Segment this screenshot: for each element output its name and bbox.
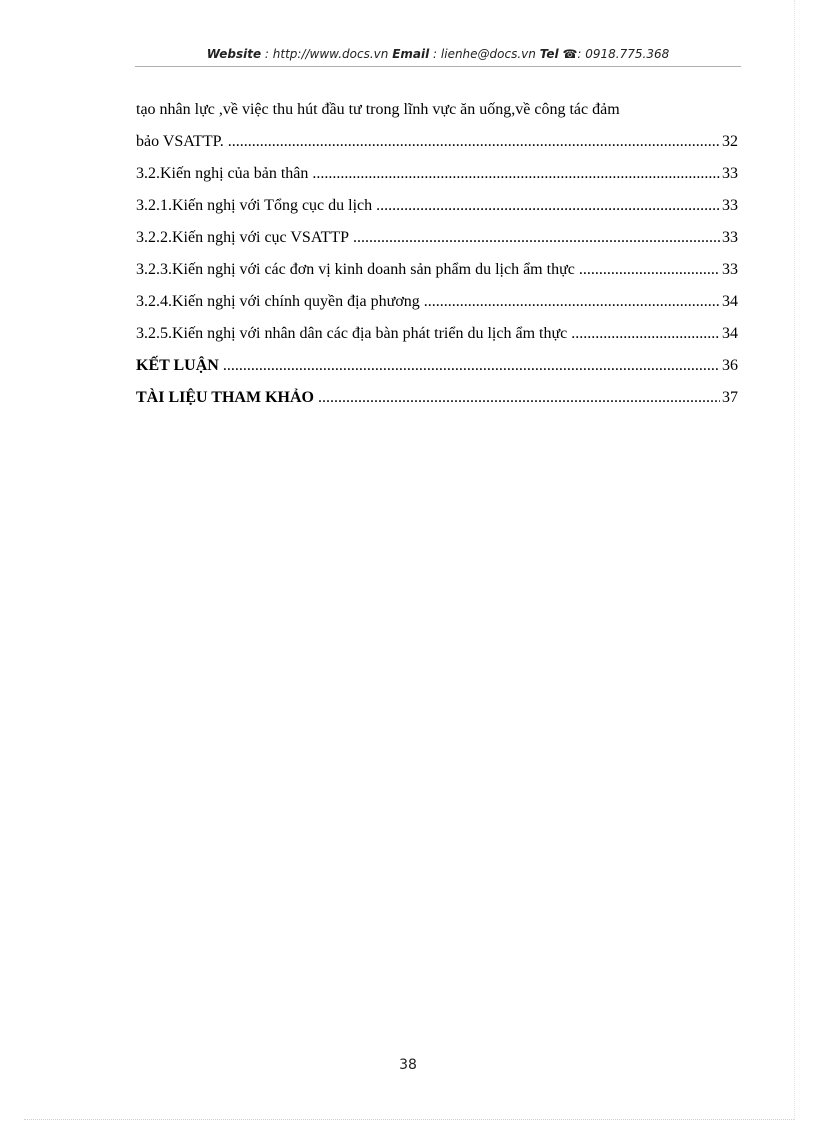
toc-entry-conclusion xyxy=(136,350,738,382)
toc-entry-page: 37 xyxy=(722,389,738,406)
toc-entry-label: 3.2.4.Kiến nghị với chính quyền địa phương xyxy=(136,293,420,310)
toc-entry-label: 3.2.1.Kiến nghị với Tổng cục du lịch xyxy=(136,197,373,214)
toc-leader xyxy=(579,254,720,286)
toc-entry xyxy=(136,286,738,318)
toc-entry xyxy=(136,190,738,222)
toc-entry-label: bảo VSATTP. xyxy=(136,133,224,150)
toc-entry xyxy=(136,158,738,190)
toc-leader xyxy=(376,190,720,222)
toc-entry-references xyxy=(136,382,738,414)
toc-entry xyxy=(136,318,738,350)
toc-entry-label: 3.2.2.Kiến nghị với cục VSATTP xyxy=(136,229,350,246)
toc-entry-page: 32 xyxy=(722,133,738,150)
website-value: : http://www.docs.vn xyxy=(264,47,389,61)
toc-entry-label: 3.2.3.Kiến nghị với các đơn vị kinh doanh sản phẩm du lịch ẩm thực xyxy=(136,261,575,278)
toc-entry xyxy=(136,126,738,158)
tel-value: : 0918.775.368 xyxy=(577,47,670,61)
table-of-contents xyxy=(136,94,738,414)
toc-leader xyxy=(312,158,720,190)
toc-continuation-line: tạo nhân lực ,về việc thu hút đầu tư trong lĩnh vực ăn uống,về công tác đảm xyxy=(136,101,620,118)
header-divider xyxy=(135,66,741,67)
page-number: 38 xyxy=(399,1057,417,1073)
phone-icon: ☎ xyxy=(562,47,578,61)
toc-entry-label: 3.2.5.Kiến nghị với nhân dân các địa bàn phát triển du lịch ẩm thực xyxy=(136,325,568,342)
toc-entry-page: 33 xyxy=(722,197,738,214)
toc-leader xyxy=(318,382,720,414)
toc-entry-label: TÀI LIỆU THAM KHẢO xyxy=(136,389,314,406)
toc-entry-label: 3.2.Kiến nghị của bản thân xyxy=(136,165,309,182)
toc-leader xyxy=(424,286,720,318)
toc-entry xyxy=(136,222,738,254)
toc-entry-page: 34 xyxy=(722,293,738,310)
toc-entry xyxy=(136,254,738,286)
website-label: Website xyxy=(206,47,262,61)
email-value: : lienhe@docs.vn xyxy=(433,47,536,61)
page-header xyxy=(135,47,741,65)
page-bottom-border xyxy=(24,1119,794,1120)
toc-entry-page: 36 xyxy=(722,357,738,374)
toc-entry-page: 33 xyxy=(722,229,738,246)
email-label: Email xyxy=(392,47,430,61)
toc-entry-page: 34 xyxy=(722,325,738,342)
toc-leader xyxy=(353,222,720,254)
toc-leader xyxy=(223,350,720,382)
toc-entry-label: KẾT LUẬN xyxy=(136,357,219,374)
toc-leader xyxy=(228,126,720,158)
toc-leader xyxy=(571,318,720,350)
page-right-border xyxy=(794,0,795,1120)
toc-entry-page: 33 xyxy=(722,261,738,278)
toc-entry-page: 33 xyxy=(722,165,738,182)
tel-label: Tel xyxy=(539,47,559,61)
